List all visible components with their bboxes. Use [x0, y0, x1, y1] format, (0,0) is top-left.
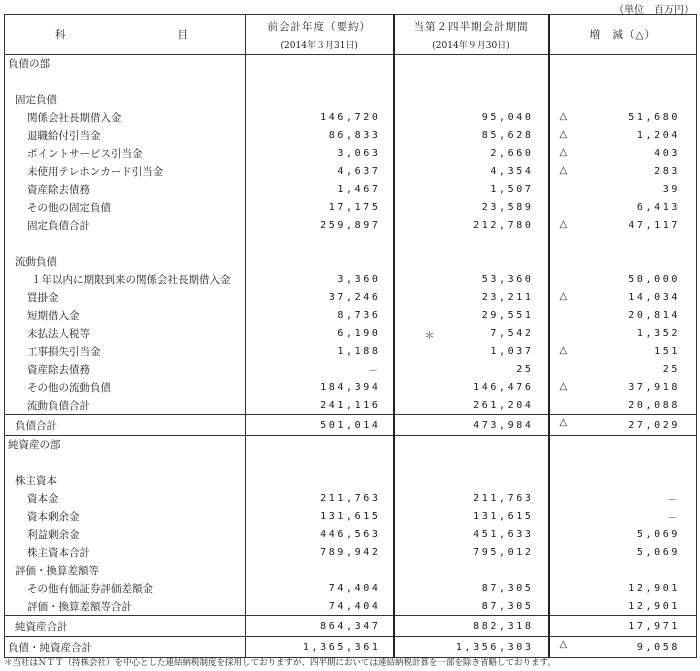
table-row: [5, 145, 697, 163]
decrease-triangle-icon: △: [559, 290, 568, 302]
group-row: [5, 472, 697, 490]
spacer-cell: [5, 454, 246, 472]
spacer-cell: [5, 73, 246, 91]
spacer-cell: [549, 73, 697, 91]
prev-value: 3,063: [246, 145, 394, 163]
curr-value: [394, 490, 549, 508]
diff-amount: 5,069: [636, 529, 680, 540]
diff-value: [549, 415, 697, 436]
diff-value: [549, 397, 697, 415]
diff-amount: 12,901: [628, 583, 680, 594]
row-label: 固定負債合計: [5, 217, 246, 235]
curr-amount: 882,318: [473, 620, 534, 632]
balance-sheet-table: [4, 14, 697, 658]
table-row: [5, 508, 697, 526]
curr-amount: 23,211: [481, 292, 534, 303]
row-label: １年以内に期限到来の関係会社長期借入金: [5, 271, 246, 289]
header-prev: [246, 15, 394, 55]
diff-value: [549, 436, 697, 454]
prev-value: 74,404: [246, 598, 394, 616]
curr-amount: 1,356,303: [455, 641, 534, 653]
table-row: [5, 109, 697, 127]
diff-amount: 6,413: [636, 202, 680, 213]
curr-amount: 146,476: [473, 382, 534, 393]
curr-amount: 473,984: [473, 419, 534, 431]
row-label: 負債合計: [5, 415, 246, 436]
curr-value: [394, 472, 549, 490]
table-row: [5, 271, 697, 289]
row-label: 資産除去債務: [5, 361, 246, 379]
diff-value: [549, 472, 697, 490]
diff-amount: 50,000: [628, 274, 680, 285]
curr-value: [394, 436, 549, 454]
diff-amount: －: [667, 495, 680, 506]
row-label: 資本剰余金: [5, 508, 246, 526]
curr-amount: 23,589: [481, 202, 534, 213]
prev-value: 501,014: [246, 415, 394, 436]
curr-amount: 29,551: [481, 310, 534, 321]
diff-amount: 5,069: [636, 547, 680, 558]
table-row: [5, 127, 697, 145]
header-subject-a: 科: [55, 29, 68, 41]
diff-value: [549, 637, 697, 658]
footnote: ＊当社はＮＴＴ（持株会社）を中心とした連結納税制度を採用しておりますが、四半期においては連結納税計算を一部を除き省略しております。: [4, 658, 556, 668]
table-row: [5, 325, 697, 343]
table-row: [5, 289, 697, 307]
row-label: 短期借入金: [5, 307, 246, 325]
table-row: [5, 415, 697, 436]
spacer-row: [5, 235, 697, 253]
spacer-cell: [394, 454, 549, 472]
row-label: 株主資本: [5, 472, 246, 490]
row-label: ポイントサービス引当金: [5, 145, 246, 163]
curr-value: [394, 55, 549, 73]
prev-value: 4,637: [246, 163, 394, 181]
header-curr: [394, 15, 549, 55]
group-row: [5, 562, 697, 580]
curr-amount: 25: [516, 364, 534, 375]
diff-value: [549, 490, 697, 508]
row-label: 固定負債: [5, 91, 246, 109]
curr-value: [394, 325, 549, 343]
curr-amount: 4,354: [490, 166, 534, 177]
spacer-cell: [549, 235, 697, 253]
prev-value: 131,615: [246, 508, 394, 526]
header-diff-label: 増 減（△）: [589, 29, 657, 41]
diff-value: [549, 343, 697, 361]
diff-amount: 20,814: [628, 310, 680, 321]
curr-value: [394, 562, 549, 580]
table-row: [5, 580, 697, 598]
row-label: その他の流動負債: [5, 379, 246, 397]
diff-value: [549, 379, 697, 397]
table-row: [5, 181, 697, 199]
decrease-triangle-icon: △: [559, 146, 568, 158]
diff-amount: 27,029: [628, 419, 680, 431]
prev-value: [246, 253, 394, 271]
table-row: [5, 379, 697, 397]
curr-value: [394, 289, 549, 307]
table-row: [5, 163, 697, 181]
header-row: [5, 15, 697, 55]
row-label: 資本金: [5, 490, 246, 508]
prev-value: [246, 562, 394, 580]
diff-value: [549, 361, 697, 379]
prev-value: 789,942: [246, 544, 394, 562]
section-row: [5, 55, 697, 73]
curr-value: [394, 526, 549, 544]
row-label: 未払法人税等: [5, 325, 246, 343]
decrease-triangle-icon: △: [559, 128, 568, 140]
curr-value: [394, 598, 549, 616]
header-curr-label: 当第２四半期会計期間: [413, 20, 529, 33]
prev-value: 146,720: [246, 109, 394, 127]
diff-value: [549, 91, 697, 109]
prev-value: 37,246: [246, 289, 394, 307]
diff-value: [549, 55, 697, 73]
row-label: 関係会社長期借入金: [5, 109, 246, 127]
table-row: [5, 397, 697, 415]
curr-amount: 451,633: [473, 529, 534, 540]
row-label: その他の固定負債: [5, 199, 246, 217]
prev-value: [246, 91, 394, 109]
row-label: 流動負債: [5, 253, 246, 271]
diff-amount: 1,204: [636, 130, 680, 141]
header-diff: [549, 15, 697, 55]
diff-value: [549, 199, 697, 217]
diff-value: [549, 526, 697, 544]
diff-value: [549, 598, 697, 616]
curr-amount: 87,305: [481, 600, 534, 612]
diff-value: [549, 616, 697, 637]
prev-value: [246, 472, 394, 490]
diff-value: [549, 271, 697, 289]
curr-amount: 212,780: [473, 220, 534, 231]
prev-value: 86,833: [246, 127, 394, 145]
header-subject: [5, 15, 246, 55]
curr-value: [394, 109, 549, 127]
group-row: [5, 253, 697, 271]
prev-value: 3,360: [246, 271, 394, 289]
prev-value: [246, 55, 394, 73]
diff-amount: 1,352: [636, 328, 680, 339]
curr-value: [394, 199, 549, 217]
curr-amount: 95,040: [481, 112, 534, 123]
header-subject-b: 目: [177, 29, 190, 41]
row-label: 純資産の部: [5, 436, 246, 454]
prev-value: 1,188: [246, 343, 394, 361]
row-label: 未使用テレホンカード引当金: [5, 163, 246, 181]
curr-value: [394, 91, 549, 109]
curr-value: [394, 163, 549, 181]
prev-value: 446,563: [246, 526, 394, 544]
table-row: [5, 598, 697, 616]
table-row: [5, 307, 697, 325]
decrease-triangle-icon: △: [559, 417, 568, 428]
diff-value: [549, 289, 697, 307]
decrease-triangle-icon: △: [559, 218, 568, 230]
prev-value: 211,763: [246, 490, 394, 508]
spacer-cell: [246, 235, 394, 253]
table-body: [5, 55, 697, 658]
spacer-cell: [246, 73, 394, 91]
curr-value: [394, 580, 549, 598]
curr-value: [394, 181, 549, 199]
prev-value: 1,467: [246, 181, 394, 199]
row-label: 利益剰余金: [5, 526, 246, 544]
curr-value: [394, 544, 549, 562]
curr-value: [394, 307, 549, 325]
prev-value: [246, 436, 394, 454]
diff-value: [549, 253, 697, 271]
curr-value: [394, 145, 549, 163]
curr-value: [394, 415, 549, 436]
prev-value: －: [246, 361, 394, 379]
footnote-marker: ＊: [424, 330, 435, 342]
diff-amount: 403: [654, 148, 680, 159]
row-label: 退職給付引当金: [5, 127, 246, 145]
curr-amount: 211,763: [473, 493, 534, 504]
curr-amount: 1,037: [490, 346, 534, 357]
table-row: [5, 361, 697, 379]
diff-value: [549, 325, 697, 343]
table-row: [5, 544, 697, 562]
diff-value: [549, 181, 697, 199]
curr-amount: 131,615: [473, 511, 534, 522]
curr-value: [394, 217, 549, 235]
diff-value: [549, 109, 697, 127]
table-row: [5, 199, 697, 217]
diff-amount: 12,901: [628, 600, 680, 612]
curr-amount: 7,542: [490, 328, 534, 339]
row-label: 純資産合計: [5, 616, 246, 637]
curr-value: [394, 361, 549, 379]
diff-amount: 151: [654, 346, 680, 357]
spacer-row: [5, 454, 697, 472]
table-row: [5, 637, 697, 658]
header-prev-label: 前会計年度（要約）: [267, 20, 371, 33]
curr-amount: 2,660: [490, 148, 534, 159]
diff-amount: 25: [662, 364, 680, 375]
diff-amount: 14,034: [628, 292, 680, 303]
row-label: 流動負債合計: [5, 397, 246, 415]
decrease-triangle-icon: △: [559, 639, 568, 650]
curr-amount: 795,012: [473, 547, 534, 558]
row-label: 買掛金: [5, 289, 246, 307]
curr-amount: 87,305: [481, 583, 534, 594]
diff-amount: 17,971: [628, 620, 680, 632]
curr-value: [394, 379, 549, 397]
spacer-cell: [394, 73, 549, 91]
curr-value: [394, 637, 549, 658]
curr-amount: 261,204: [473, 399, 534, 411]
diff-value: [549, 562, 697, 580]
diff-amount: 39: [662, 184, 680, 195]
row-label: 評価・換算差額等: [5, 562, 246, 580]
spacer-cell: [549, 454, 697, 472]
spacer-row: [5, 73, 697, 91]
diff-value: [549, 544, 697, 562]
diff-amount: 283: [654, 166, 680, 177]
header-curr-date: (2014年９月30日): [432, 40, 510, 51]
curr-value: [394, 397, 549, 415]
section-row: [5, 436, 697, 454]
curr-value: [394, 508, 549, 526]
table-row: [5, 490, 697, 508]
group-row: [5, 91, 697, 109]
diff-amount: －: [667, 513, 680, 524]
prev-value: 6,190: [246, 325, 394, 343]
curr-amount: 1,507: [490, 184, 534, 195]
row-label: 負債・純資産合計: [5, 637, 246, 658]
diff-amount: 20,088: [628, 399, 680, 411]
curr-value: [394, 343, 549, 361]
header-prev-date: (2014年３月31日): [280, 40, 358, 51]
decrease-triangle-icon: △: [559, 164, 568, 176]
row-label: 評価・換算差額等合計: [5, 598, 246, 616]
prev-value: 8,736: [246, 307, 394, 325]
unit-label: （単位 百万円）: [614, 5, 694, 16]
row-label: 工事損失引当金: [5, 343, 246, 361]
diff-value: [549, 307, 697, 325]
curr-value: [394, 616, 549, 637]
prev-value: 184,394: [246, 379, 394, 397]
curr-value: [394, 271, 549, 289]
row-label: 負債の部: [5, 55, 246, 73]
table-row: [5, 217, 697, 235]
diff-value: [549, 508, 697, 526]
prev-value: 74,404: [246, 580, 394, 598]
prev-value: 1,365,361: [246, 637, 394, 658]
row-label: 株主資本合計: [5, 544, 246, 562]
diff-value: [549, 217, 697, 235]
curr-value: [394, 253, 549, 271]
row-label: その他有価証券評価差額金: [5, 580, 246, 598]
table-row: [5, 616, 697, 637]
table-row: [5, 343, 697, 361]
decrease-triangle-icon: △: [559, 380, 568, 392]
prev-value: 241,116: [246, 397, 394, 415]
diff-amount: 37,918: [628, 382, 680, 393]
diff-amount: 9,058: [636, 641, 680, 653]
diff-amount: 47,117: [628, 220, 680, 231]
spacer-cell: [394, 235, 549, 253]
diff-amount: 51,680: [628, 112, 680, 123]
prev-value: 17,175: [246, 199, 394, 217]
decrease-triangle-icon: △: [559, 344, 568, 356]
diff-value: [549, 127, 697, 145]
row-label: 資産除去債務: [5, 181, 246, 199]
curr-amount: 53,360: [481, 274, 534, 285]
spacer-cell: [5, 235, 246, 253]
decrease-triangle-icon: △: [559, 110, 568, 122]
prev-value: 259,897: [246, 217, 394, 235]
diff-value: [549, 580, 697, 598]
diff-value: [549, 145, 697, 163]
curr-amount: 85,628: [481, 130, 534, 141]
prev-value: 864,347: [246, 616, 394, 637]
spacer-cell: [246, 454, 394, 472]
table-row: [5, 526, 697, 544]
curr-value: [394, 127, 549, 145]
diff-value: [549, 163, 697, 181]
